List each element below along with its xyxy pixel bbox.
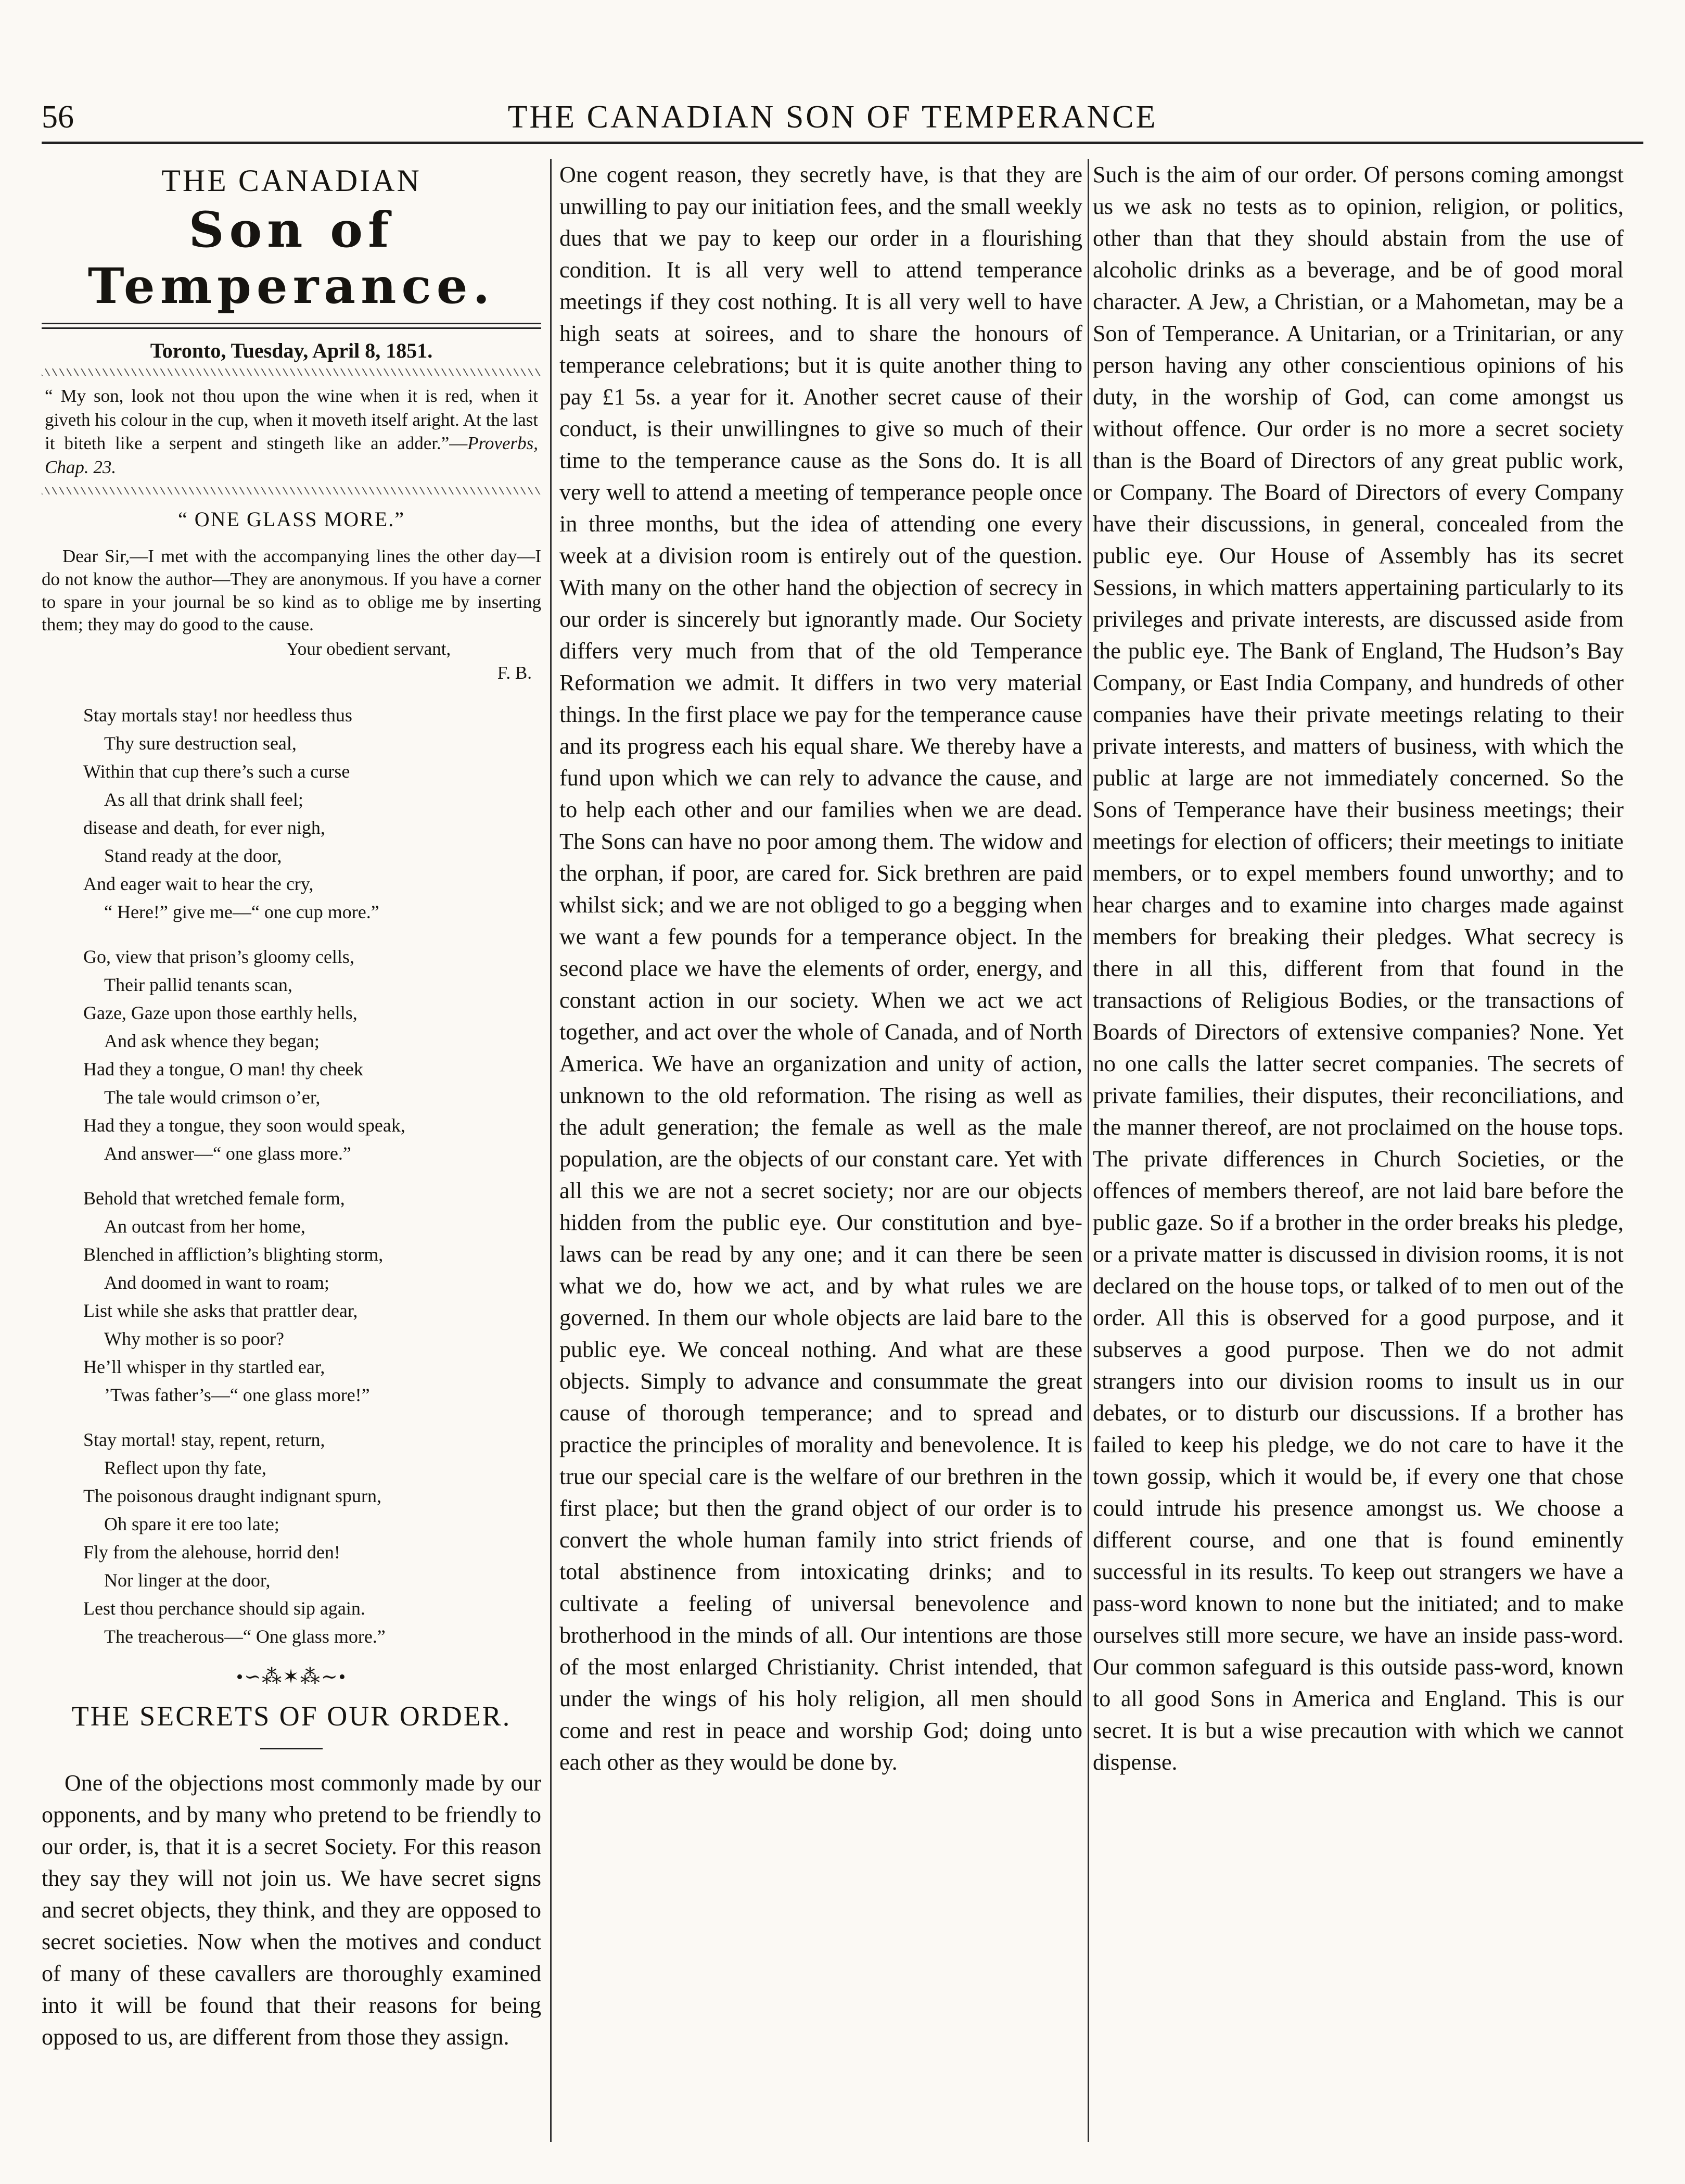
poem-line: Why mother is so poor? bbox=[104, 1328, 284, 1350]
article-text-col2: One cogent reason, they secretly have, is that they are unwilling to pay our initiation fees, and the small weekly dues that we pay to keep our order in a flourishing condition. It is all very well to attend temperance meetings if they cost nothing. It is all very well to have high seats at soirees, and to share the honours of temperance celebrations; but it is quite another thing to pay £1 5s. a year for it. Another secret cause of their conduct, is their unwillingnes to give so much of their time to the temperance cause as the Sons do. It is all very well to attend a meeting of temperance people once in three months, but the idea of attending one every week at a division room is entirely out of the question. With many on the other hand the objection of secrecy in our order is sincerely but ignorantly made. Our Society differs very much from that of the old Temperance Reformation we admit. It differs in two very material things. In the first place we pay for the temperance cause and its progress each his equal share. We thereby have a fund upon which we can rely to advance the cause, and to help each other and our families when we are dead. The Sons can have no poor among them. The widow and the orphan, if poor, are cared for. Sick brethren are paid whilst sick; and we are not obliged to go a begging when we want a few pounds for a temperance object. In the second place we have the elements of order, energy, and constant action in our society. When we act we act together, and act over the whole of Canada, and of North America. We have an organization and unity of action, unknown to the old reformation. The rising as well as the adult generation; the female as well as the male population, are the objects of our constant care. Yet with all this we are not a secret society; nor are our objects hidden from the public eye. Our constitution and bye-laws can be read by any one; and it can there be seen what we do, how we act, and by what rules we are governed. In them our whole objects are laid bare to the public eye. We conceal nothing. And what are these objects. Simply to advance and consummate the great cause of thorough temperance; and to spread and practice the principles of morality and benevolence. It is true our special care is the welfare of our brethren in the first place; but then the grand object of our order is to convert the whole human family into strict friends of total abstinence from intoxicating drinks; and to cultivate a feeling of universal benevolence and brotherhood in the minds of all. Our intentions are those of the most enlarged Christianity. Christ intended, that under the wings of his holy religion, all men should come and rest in peace and worship God; doing unto each other as they would be done by. bbox=[559, 162, 1082, 1775]
poem-line: Behold that wretched female form, bbox=[83, 1188, 345, 1209]
poem-line: disease and death, for ever nigh, bbox=[83, 817, 325, 839]
epigraph-reference: Proverbs, Chap. 23. bbox=[45, 433, 538, 477]
running-title: THE CANADIAN SON OF TEMPERANCE bbox=[507, 99, 1158, 135]
stanza bbox=[83, 1426, 541, 1650]
stanza bbox=[83, 1184, 541, 1409]
poem-line: Oh spare it ere too late; bbox=[104, 1514, 279, 1535]
poem-line: Nor linger at the door, bbox=[104, 1570, 271, 1591]
column-rule-1 bbox=[550, 159, 552, 2142]
poem-line: Had they a tongue, O man! thy cheek bbox=[83, 1059, 363, 1080]
column-3 bbox=[1093, 159, 1624, 1778]
poem-line: And doomed in want to roam; bbox=[104, 1272, 329, 1293]
poem-line: And eager wait to hear the cry, bbox=[83, 873, 314, 895]
poem-heading: “ ONE GLASS MORE.” bbox=[178, 507, 405, 531]
poem-line: List while she asks that prattler dear, bbox=[83, 1300, 358, 1322]
ornament-divider: •∽⁂✶⁂∼• bbox=[236, 1666, 347, 1688]
column-2 bbox=[559, 159, 1082, 1778]
column-1 bbox=[42, 159, 541, 2053]
stanza bbox=[83, 943, 541, 1167]
poem-line: “ Here!” give me—“ one cup more.” bbox=[104, 901, 379, 923]
wavy-rule-top bbox=[42, 369, 541, 376]
poem-line: He’ll whisper in thy startled ear, bbox=[83, 1356, 325, 1378]
poem-line: The treacherous—“ One glass more.” bbox=[104, 1626, 386, 1647]
column-rule-2 bbox=[1088, 159, 1089, 2142]
letter-initials: F. B. bbox=[497, 662, 532, 683]
masthead-rule bbox=[42, 323, 541, 329]
poem-line: Their pallid tenants scan, bbox=[104, 974, 292, 996]
poem-line: And answer—“ one glass more.” bbox=[104, 1143, 351, 1164]
poem-line: Reflect upon thy fate, bbox=[104, 1457, 266, 1479]
letter-signoff: Your obedient servant, bbox=[286, 639, 451, 659]
epigraph bbox=[42, 381, 541, 482]
poem-line: The poisonous draught indignant spurn, bbox=[83, 1485, 381, 1507]
masthead-line-1: THE CANADIAN bbox=[161, 163, 422, 198]
poem-line: Fly from the alehouse, horrid den! bbox=[83, 1542, 340, 1563]
poem-line: An outcast from her home, bbox=[104, 1216, 305, 1237]
poem-line: ’Twas father’s—“ one glass more!” bbox=[104, 1385, 370, 1406]
stanza bbox=[83, 701, 541, 926]
poem-line: Gaze, Gaze upon those earthly hells, bbox=[83, 1002, 358, 1024]
article-text-col1: One of the objections most commonly made by our opponents, and by many who pretend to be friendly to our order, is, that it is a secret Society. For this reason they say they will not join us. We have secret signs and secret objects, they think, and they are opposed to secret societies. Now when the motives and conduct of many of these cavallers are thoroughly examined into it will be found that their reasons for being opposed to us, are different from those they assign. bbox=[42, 1770, 541, 2050]
letter-to-editor: Dear Sir,—I met with the accompanying lines the other day—I do not know the author—They are anonymous. If you have a corner to spare in your journal be so kind as to oblige me by inserting them; they may do good to the cause. bbox=[42, 546, 541, 635]
article-text-col3: Such is the aim of our order. Of persons coming amongst us we ask no tests as to opinion, religion, or politics, other than that they should abstain from the use of alcoholic drinks as a beverage, and be of good moral character. A Jew, a Christian, or a Mahometan, may be a Son of Temperance. A Unitarian, or a Trinitarian, or any person having any other conscientious opinions of his duty, in the worship of God, can come amongst us without offence. Our order is no more a secret society than is the Board of Directors of any great public work, or Company. The Board of Directors of every Company have their discussions, in general, concealed from the public eye. Our House of Assembly has its secret Sessions, in which matters appertaining particularly to its privileges and private interests, are discussed aside from the public eye. The Bank of England, The Hudson’s Bay Company, or East India Company, and hundreds of other companies have their private meetings relating to their private interests, and matters of business, with which the public at large are not immediately concerned. So the Sons of Temperance have their business meetings; their meetings for election of officers; their meetings to initiate members, or to expel members found unworthy; and to hear charges and to examine into charges made against members for breaking their pledges. What secrecy is there in all this, different from that found in the transactions of Religious Bodies, or the transactions of Boards of Directors of extensive companies? None. Yet no one calls the latter secret companies. The secrets of private families, their disputes, their reconciliations, and the manner thereof, are not proclaimed on the house tops. The private differences in Church Societies, or the offences of members thereof, are not laid bare before the public gaze. So if a brother in the order breaks his pledge, or a private matter is discussed in division rooms, it is not declared on the house tops, or talked of to men out of the order. All this is observed for a good purpose, and it subserves a good purpose. Then we do not admit strangers into our division rooms to insult us in our debates, or to disturb our discussions. If a brother has failed to keep his pledge, we do not care to have it the town gossip, which it would be, if every one that chose could intrude his presence amongst us. We choose a different course, and one that is found eminently successful in its results. To keep out strangers we have a pass-word known to none but the initiated; and to make ourselves still more secure, we have an inside pass-word. Our common safeguard is this outside pass-word, known to all good Sons in America and England. This is our secret. It is but a wise precaution with which we cannot dispense. bbox=[1093, 162, 1624, 1775]
poem-line: Stay mortals stay! nor heedless thus bbox=[83, 705, 352, 726]
epigraph-text: “ My son, look not thou upon the wine when it is red, when it giveth his colour in the cup, when it moveth itself aright. At the last it biteth like a serpent and stingeth like an adder.”— bbox=[45, 386, 538, 454]
poem-line: The tale would crimson o’er, bbox=[104, 1087, 321, 1108]
short-rule bbox=[260, 1748, 323, 1749]
poem-line: Thy sure destruction seal, bbox=[104, 733, 297, 754]
poem-line: Blenched in affliction’s blighting storm, bbox=[83, 1244, 384, 1265]
poem-line: Had they a tongue, they soon would speak, bbox=[83, 1115, 405, 1136]
poem-line: Lest thou perchance should sip again. bbox=[83, 1598, 365, 1619]
header-rule bbox=[42, 142, 1643, 144]
poem-line: Go, view that prison’s gloomy cells, bbox=[83, 946, 354, 968]
page-number: 56 bbox=[42, 99, 74, 135]
dateline: Toronto, Tuesday, April 8, 1851. bbox=[150, 339, 433, 363]
wavy-rule-bottom bbox=[42, 487, 541, 494]
article-heading: THE SECRETS OF OUR ORDER. bbox=[71, 1700, 512, 1732]
poem-line: Stay mortal! stay, repent, return, bbox=[83, 1429, 325, 1451]
poem-line: Within that cup there’s such a curse bbox=[83, 761, 350, 782]
poem-line: As all that drink shall feel; bbox=[104, 789, 303, 810]
poem-line: And ask whence they began; bbox=[104, 1031, 320, 1052]
poem-line: Stand ready at the door, bbox=[104, 845, 282, 867]
poem bbox=[42, 701, 541, 1650]
masthead-title: Son of Temperance. bbox=[87, 201, 495, 315]
